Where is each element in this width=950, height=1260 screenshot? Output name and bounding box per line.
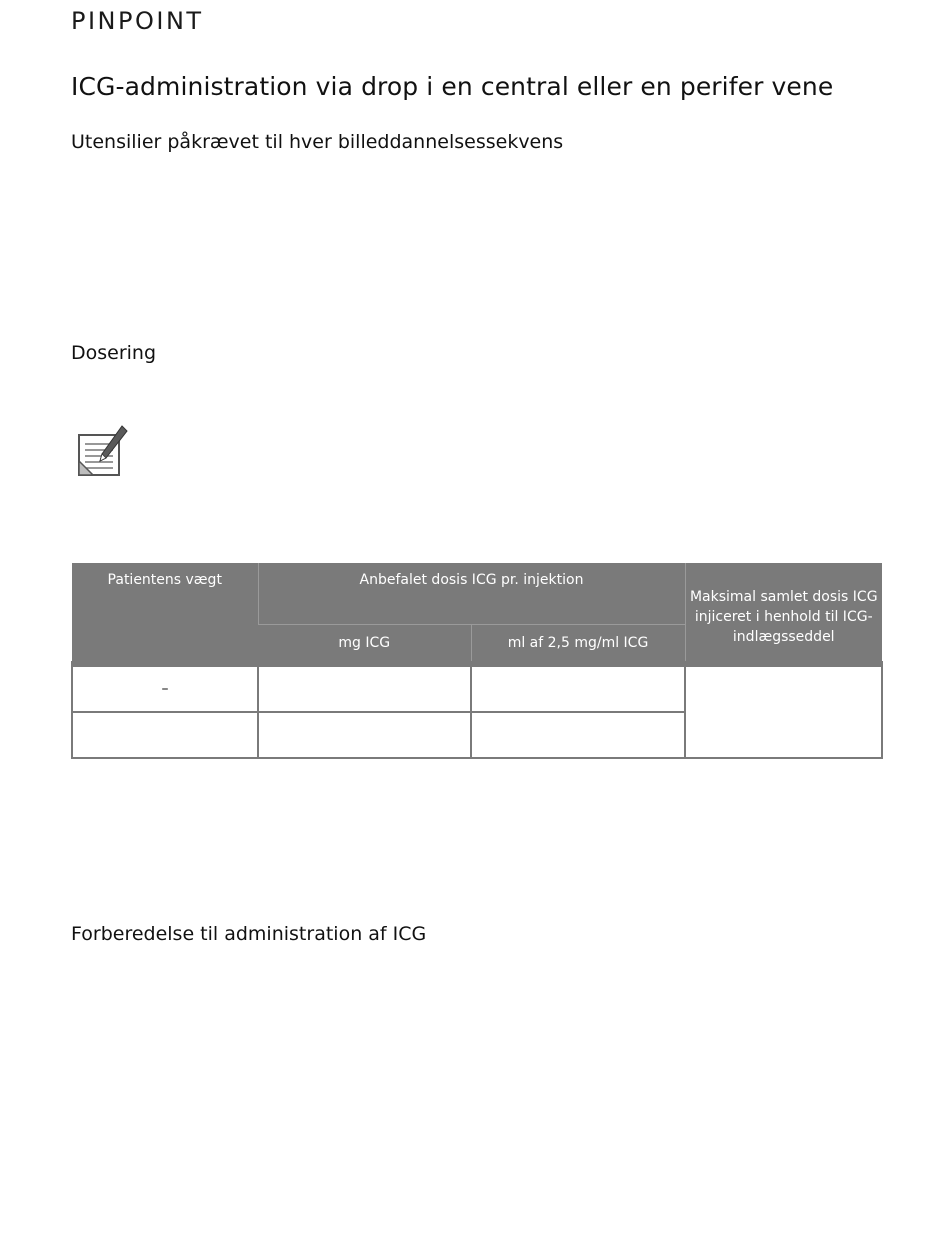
cell-weight <box>72 712 258 758</box>
brand-logo-text: PINPOINT <box>71 7 204 35</box>
cell-ml <box>471 664 685 712</box>
section-heading-preparation: Forberedelse til administration af ICG <box>71 923 427 945</box>
header-patient-weight: Patientens vægt <box>72 563 258 664</box>
cell-weight: – <box>72 664 258 712</box>
header-max-dose: Maksimal samlet dosis ICG injiceret i henhold til ICG-indlægsseddel <box>685 563 882 664</box>
cell-ml <box>471 712 685 758</box>
table-row <box>72 664 882 712</box>
section-heading-utensils: Utensilier påkrævet til hver billeddannelsessekvens <box>71 131 564 153</box>
dosing-table <box>71 563 883 759</box>
header-recommended-dose: Anbefalet dosis ICG pr. injektion <box>258 563 685 625</box>
section-heading-dosing: Dosering <box>71 342 157 364</box>
cell-mg <box>258 664 471 712</box>
cell-mg <box>258 712 471 758</box>
page-title: ICG-administration via drop i en central eller en perifer vene <box>71 72 834 101</box>
header-mg-icg: mg ICG <box>258 625 471 665</box>
header-ml-icg: ml af 2,5 mg/ml ICG <box>471 625 685 665</box>
note-pencil-icon <box>76 424 130 478</box>
cell-max-dose <box>685 664 882 758</box>
